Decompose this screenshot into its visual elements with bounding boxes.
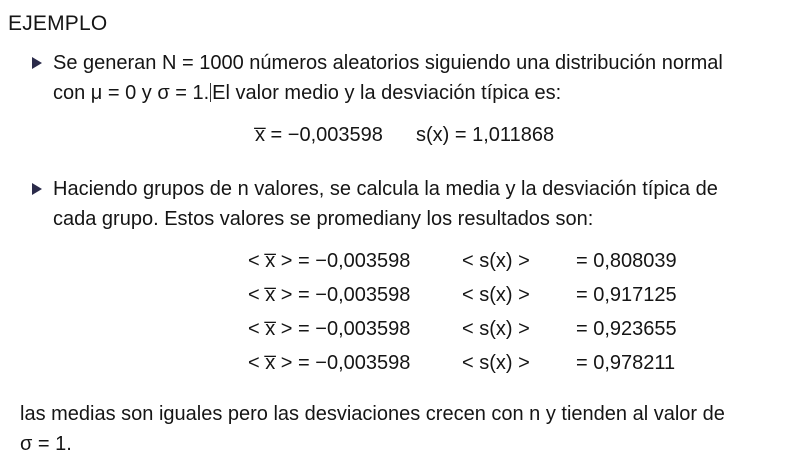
triangle-bullet-icon: [32, 57, 42, 69]
bullet-2-text: [53, 174, 778, 234]
mean-value: < x̅ > = −0,003598: [248, 352, 411, 374]
bullet-1-line-2b: El valor medio y la desviación típica es:: [212, 82, 562, 104]
bullet-2-line-1: Haciendo grupos de n valores, se calcula la media y la desviación típica de: [53, 178, 718, 200]
formula-mean: x̅ = −0,003598: [255, 124, 383, 146]
bullet-1-text: [53, 48, 778, 108]
mean-value: < x̅ > = −0,003598: [248, 250, 411, 272]
mean-value: < x̅ > = −0,003598: [248, 284, 411, 306]
sd-value: = 0,808039: [576, 250, 677, 272]
conclusion-line-2: σ = 1.: [20, 433, 72, 455]
bullet-1-line-2: [53, 78, 778, 108]
sd-value: = 0,978211: [576, 352, 676, 374]
triangle-bullet-icon: [32, 183, 42, 195]
mean-value: < x̅ > = −0,003598: [248, 318, 411, 340]
formula-mean-sd: [255, 124, 554, 147]
sd-symbol: < s(x) >: [462, 318, 530, 340]
formula-sd: s(x) = 1,011868: [416, 124, 555, 146]
conclusion-text: [20, 399, 780, 459]
conclusion-line-1: las medias son iguales pero las desviaciones crecen con n y tienden al valor de: [20, 403, 725, 425]
sd-value: = 0,923655: [576, 318, 677, 340]
bullet-1-line-1: Se generan N = 1000 números aleatorios siguiendo una distribución normal: [53, 52, 723, 74]
sd-value: = 0,917125: [576, 284, 677, 306]
bullet-1-line-2a: con μ = 0 y σ = 1.: [53, 82, 210, 104]
sd-symbol: < s(x) >: [462, 250, 530, 272]
sd-symbol: < s(x) >: [462, 352, 530, 374]
slide-title: EJEMPLO: [8, 12, 108, 35]
sd-symbol: < s(x) >: [462, 284, 530, 306]
bullet-2-line-2: cada grupo. Estos valores se promediany los resultados son:: [53, 208, 594, 230]
